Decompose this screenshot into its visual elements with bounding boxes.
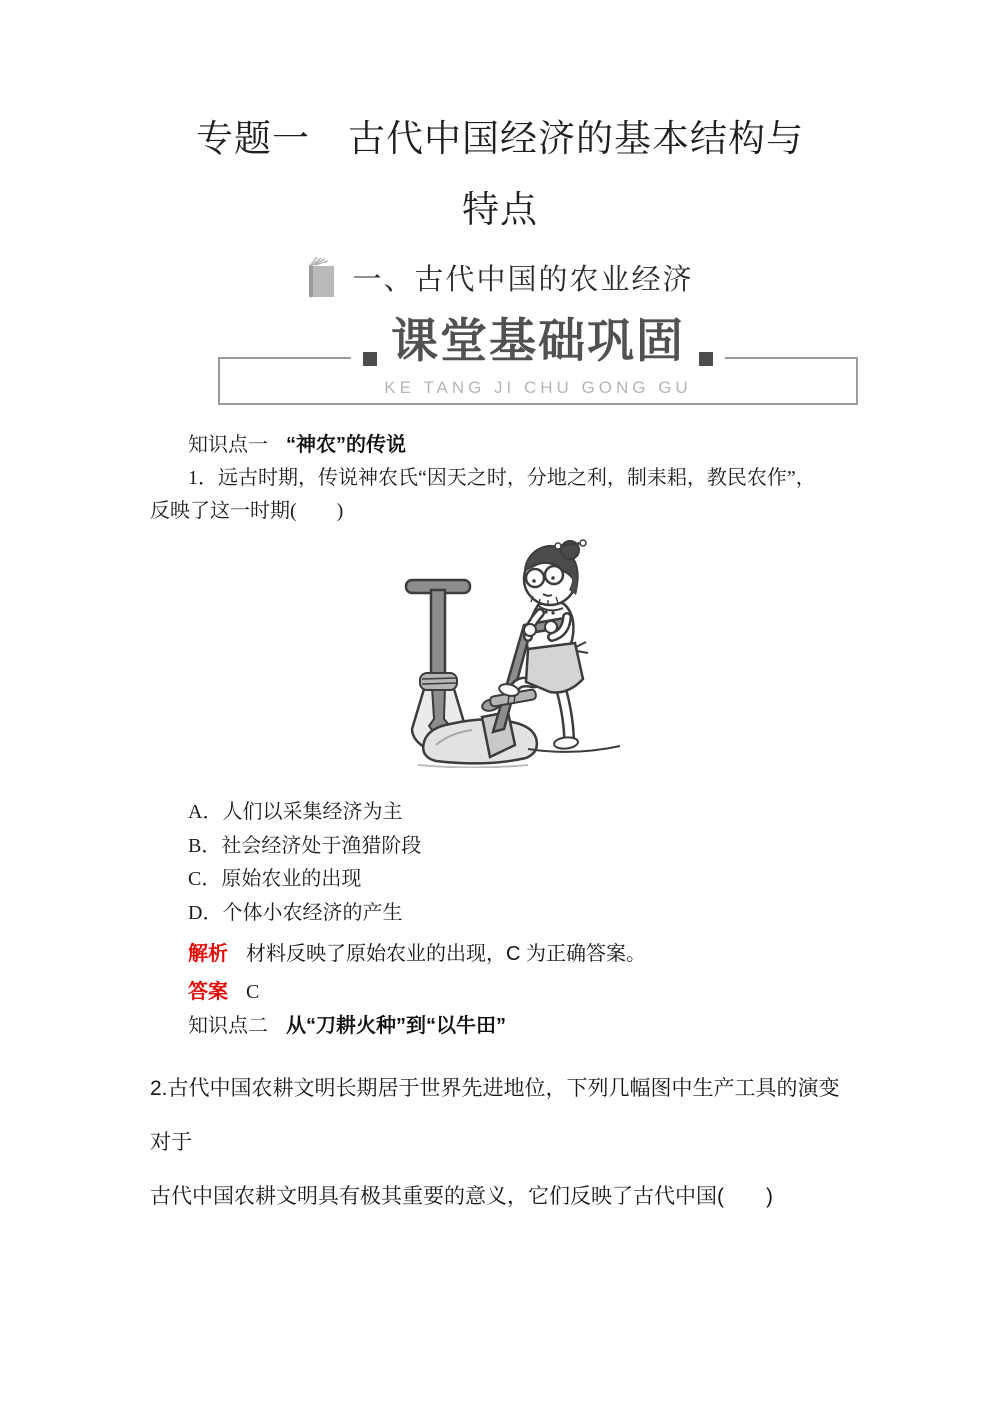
question-1-options — [150, 796, 855, 930]
page-title — [0, 0, 1000, 246]
kp2-title: 从“刀耕火种”到“以牛田” — [286, 1015, 506, 1037]
page-title-line1: 专题一 古代中国经济的基本结构与 — [196, 119, 804, 160]
section-banner-title: 课堂基础巩固 — [391, 316, 685, 368]
knowledge-point-1 — [150, 431, 855, 459]
option-b: B．社会经济处于渔猎阶段 — [188, 834, 422, 857]
option-a: A．人们以采集经济为主 — [188, 801, 403, 823]
content-area — [150, 431, 855, 1224]
answer-value: C — [246, 981, 261, 1003]
question-2-line2: 古代中国农耕文明具有极其重要的意义，它们反映了古代中国( ) — [150, 1185, 773, 1208]
question-1-figure — [378, 533, 628, 768]
question-2 — [150, 1062, 855, 1224]
answer-row — [150, 978, 855, 1006]
square-bullet-icon — [699, 352, 713, 366]
kp1-title: “神农”的传说 — [286, 434, 406, 456]
section-banner — [218, 316, 858, 405]
shennong-farming-cartoon — [378, 533, 628, 768]
analysis-row — [150, 940, 855, 968]
book-icon — [306, 255, 336, 299]
question-1-line2: 反映了这一时期( ) — [150, 500, 344, 522]
analysis-text: 材料反映了原始农业的出现，C 为正确答案。 — [246, 943, 646, 965]
kp1-label: 知识点一 — [188, 434, 268, 456]
section-banner-pinyin: KE TANG JI CHU GONG GU — [384, 378, 692, 397]
lesson-subtitle-row — [0, 254, 1000, 300]
section-banner-head — [351, 316, 725, 368]
lesson-subtitle: 一、古代中国的农业经济 — [352, 263, 694, 296]
page-title-line2: 特点 — [462, 190, 538, 231]
rock — [423, 719, 537, 763]
question-2-line1: 2.古代中国农耕文明长期居于世界先进地位，下列几幅图中生产工具的演变对于 — [150, 1077, 840, 1154]
question-1-line1: 1．远古时期，传说神农氏“因天之时，分地之利，制耒耜，教民农作”， — [188, 467, 816, 489]
answer-label: 答案 — [188, 981, 228, 1003]
square-bullet-icon — [363, 352, 377, 366]
option-c: C．原始农业的出现 — [188, 868, 362, 890]
question-1 — [150, 462, 855, 528]
analysis-label: 解析 — [188, 943, 228, 965]
kp2-label: 知识点二 — [188, 1015, 268, 1037]
shennong-figure — [482, 540, 588, 757]
option-d: D．个体小农经济的产生 — [188, 901, 403, 924]
knowledge-point-2 — [150, 1012, 855, 1040]
